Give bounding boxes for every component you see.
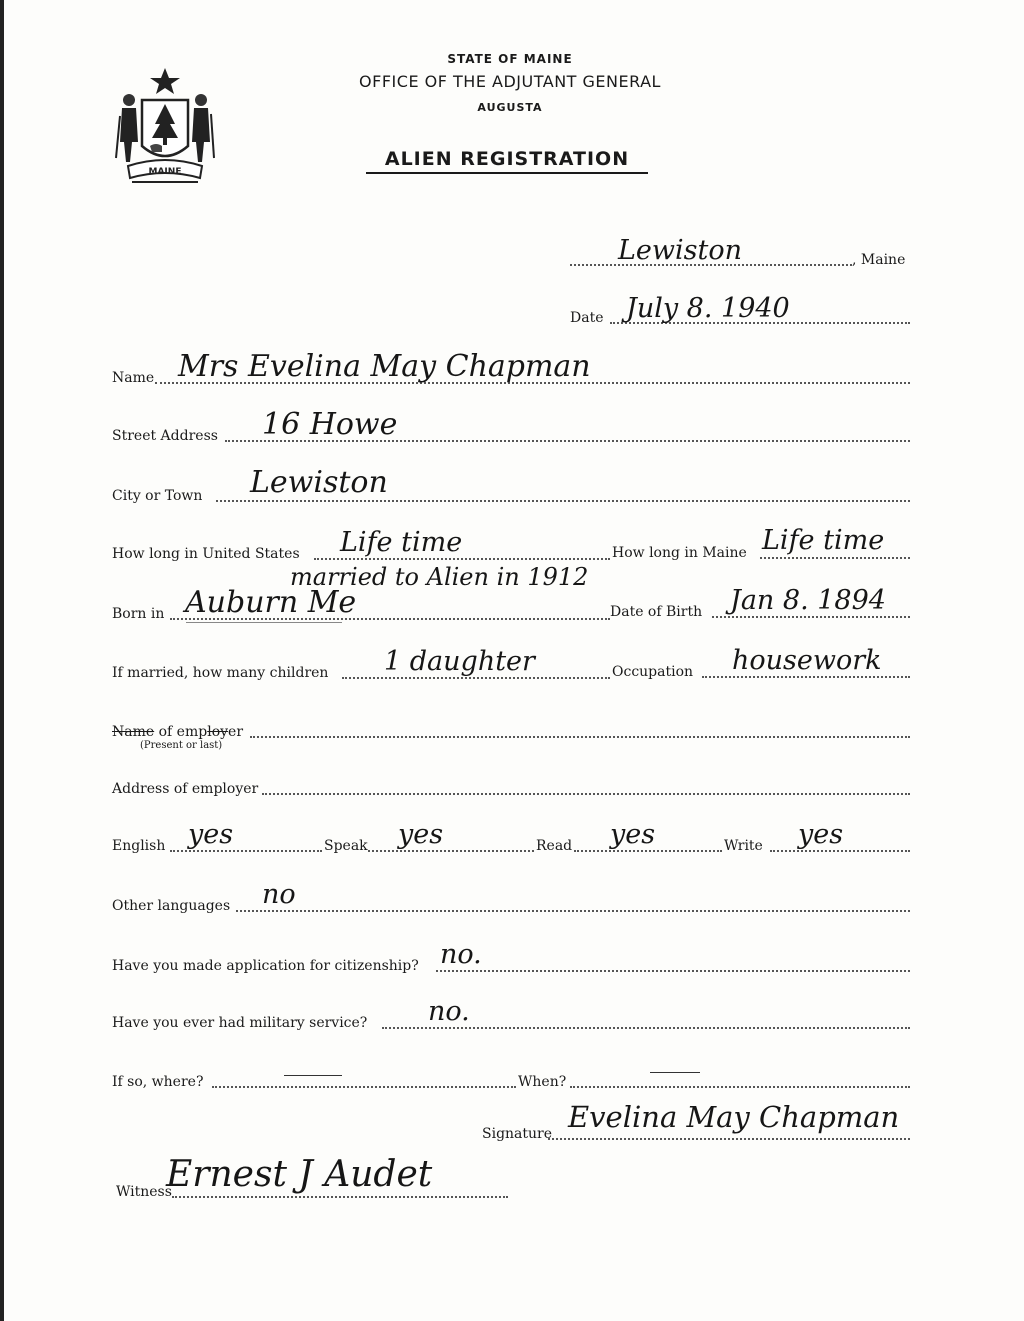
date-entry: July 8. 1940: [626, 293, 790, 324]
employer-name-label: [112, 724, 243, 740]
witness-label: Witness: [116, 1184, 172, 1200]
maine-suffix: , Maine: [852, 252, 906, 268]
write-entry: yes: [798, 819, 844, 850]
citizenship-label: Have you made application for citizenship?: [112, 958, 419, 974]
street-label: Street Address: [112, 428, 218, 444]
city-entry: Lewiston: [250, 465, 388, 500]
signature-label: Signature: [482, 1126, 553, 1142]
speak-entry: yes: [398, 819, 444, 850]
write-line: [770, 850, 910, 852]
witness-line: [172, 1196, 508, 1198]
employer-name-struck-part: Name: [112, 724, 155, 740]
military-label: Have you ever had military service?: [112, 1015, 368, 1031]
employer-address-label: Address of employer: [112, 781, 259, 797]
signature-line: [548, 1138, 910, 1140]
children-entry: 1 daughter: [384, 646, 535, 677]
name-label: Name: [112, 370, 155, 386]
military-line: [382, 1027, 910, 1029]
header-office: OFFICE OF THE ADJUTANT GENERAL: [359, 72, 661, 91]
where-line: [212, 1086, 516, 1088]
speak-line: [368, 850, 534, 852]
how-long-maine-entry: Life time: [762, 525, 885, 556]
signature-entry: Evelina May Chapman: [568, 1100, 900, 1134]
seal-label: MAINE: [148, 167, 182, 177]
read-line: [574, 850, 722, 852]
how-long-maine-line: [760, 557, 910, 559]
other-languages-entry: no: [262, 879, 296, 910]
date-of-birth-label: Date of Birth: [610, 604, 703, 620]
how-long-maine-label: How long in Maine: [612, 545, 747, 561]
english-entry: yes: [188, 819, 234, 850]
city-line: [216, 500, 910, 502]
where-label: If so, where?: [112, 1074, 204, 1090]
children-label: If married, how many children: [112, 665, 329, 681]
read-entry: yes: [610, 819, 656, 850]
employer-name-struck-part-2: loy: [207, 724, 229, 740]
form-title: ALIEN REGISTRATION: [366, 148, 648, 174]
city-label: City or Town: [112, 488, 203, 504]
place-entry: Lewiston: [618, 235, 743, 266]
born-in-underline: [186, 622, 342, 623]
occupation-label: Occupation: [612, 664, 694, 680]
where-dash: [284, 1075, 342, 1076]
employer-name-line: [250, 736, 910, 738]
english-line: [170, 850, 322, 852]
write-label: Write: [724, 838, 763, 854]
citizenship-entry: no.: [440, 939, 482, 970]
born-in-entry: Auburn Me: [185, 585, 357, 620]
occupation-line: [702, 676, 910, 678]
scan-edge: [0, 0, 4, 1321]
children-line: [342, 677, 610, 679]
speak-label: Speak: [324, 838, 368, 854]
header-state: STATE OF MAINE: [447, 52, 573, 66]
citizenship-line: [436, 970, 910, 972]
witness-entry: Ernest J Audet: [166, 1154, 433, 1195]
english-label: English: [112, 838, 166, 854]
other-languages-label: Other languages: [112, 898, 231, 914]
employer-name-sublabel: (Present or last): [140, 740, 223, 751]
employer-name-end: er: [228, 724, 244, 740]
when-line: [570, 1086, 910, 1088]
born-in-label: Born in: [112, 606, 165, 622]
when-dash: [650, 1072, 700, 1073]
employer-address-line: [262, 793, 910, 795]
when-label: When?: [518, 1074, 567, 1090]
header-city: AUGUSTA: [477, 101, 543, 114]
how-long-us-entry: Life time: [340, 527, 463, 558]
read-label: Read: [536, 838, 573, 854]
date-label: Date: [570, 310, 604, 326]
employer-name-mid: of emp: [154, 724, 208, 740]
name-entry: Mrs Evelina May Chapman: [178, 349, 591, 384]
date-of-birth-line: [712, 616, 910, 618]
how-long-us-label: How long in United States: [112, 546, 300, 562]
date-of-birth-entry: Jan 8. 1894: [730, 585, 886, 616]
how-long-us-line: [314, 558, 610, 560]
street-entry: 16 Howe: [262, 407, 398, 442]
occupation-entry: housework: [732, 645, 882, 676]
military-entry: no.: [428, 996, 470, 1027]
maine-state-seal-icon: [112, 66, 218, 190]
other-languages-line: [236, 910, 910, 912]
married-note-entry: married to Alien in 1912: [290, 563, 589, 591]
